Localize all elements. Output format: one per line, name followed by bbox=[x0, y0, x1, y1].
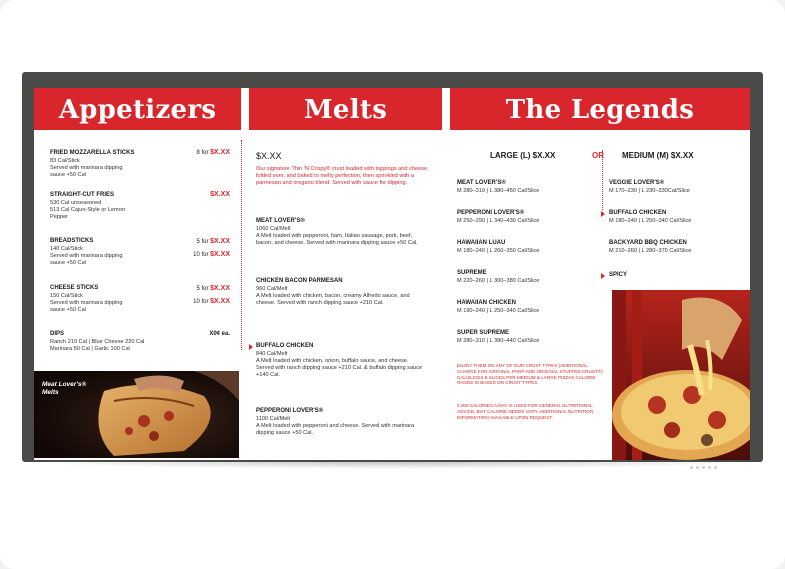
legend-pizza-name: SUPER SUPREME bbox=[457, 330, 510, 336]
meat-lovers-melt-photo bbox=[34, 371, 239, 458]
legends-medium-price: MEDIUM (M) $X.XX bbox=[622, 151, 694, 160]
legend-pizza-name: MEAT LOVER'S® bbox=[457, 180, 506, 186]
melts-title: Melts bbox=[303, 95, 388, 125]
appetizer-cal: 140 Cal/Stick bbox=[50, 246, 83, 252]
legend-pizza-cal: M 170–230 | L 230–330Cal/Slice bbox=[609, 188, 690, 194]
legend-pizza-name: VEGGIE LOVER'S® bbox=[609, 180, 665, 186]
appetizers-title: Appetizers bbox=[58, 95, 217, 125]
melt-name: PEPPERONI LOVER'S® bbox=[256, 408, 324, 414]
appetizer-desc: Ranch 210 Cal | Blue Cheese 220 Cal bbox=[50, 339, 145, 345]
carousel-dot bbox=[690, 466, 693, 469]
melt-desc: A Melt loaded with pepperoni, ham, Italian sausage, pork, beef, bacon, and cheese. Served with marinara dipping sauce +50 Cal. bbox=[256, 233, 418, 246]
appetizer-name: STRAIGHT-CUT FRIES bbox=[50, 192, 114, 198]
legend-pizza-name: BUFFALO CHICKEN bbox=[609, 210, 667, 216]
legend-pizza-name: PEPPERONI LOVER'S® bbox=[457, 210, 525, 216]
legend-pizza-name: SUPREME bbox=[457, 270, 487, 276]
appetizer-desc: 513 Cal Cajun-Style or Lemon Pepper bbox=[50, 207, 125, 220]
appetizer-price: X0¢ ea. bbox=[209, 331, 230, 337]
appetizer-name: BREADSTICKS bbox=[50, 238, 94, 244]
appetizer-price: $X.XX bbox=[210, 191, 230, 198]
pizza-photo bbox=[612, 290, 750, 460]
legends-or-label: OR bbox=[592, 151, 604, 160]
melt-name: CHICKEN BACON PARMESAN bbox=[256, 278, 343, 284]
appetizer-cal: 150 Cal/Stick bbox=[50, 293, 83, 299]
carousel-dots bbox=[690, 456, 720, 474]
spicy-marker-icon bbox=[601, 273, 605, 279]
legend-pizza-name: HAWAIIAN LUAU bbox=[457, 240, 506, 246]
melt-cal: 1060 Cal/Melt bbox=[256, 226, 291, 232]
appetizer-price: 10 for $X.XX bbox=[193, 298, 230, 305]
legend-pizza-cal: M 250–290 | L 340–430 Cal/Slice bbox=[457, 218, 540, 224]
legend-pizza-cal: M 280–310 | L 380–450 Cal/Slice bbox=[457, 188, 540, 194]
appetizer-cal: 83 Cal/Stick bbox=[50, 158, 80, 164]
spicy-legend-label: SPICY bbox=[609, 272, 628, 278]
melt-cal: 960 Cal/Melt bbox=[256, 286, 288, 292]
appetizer-price: 10 for $X.XX bbox=[193, 251, 230, 258]
legend-pizza-name: HAWAIIAN CHICKEN bbox=[457, 300, 517, 306]
appetizer-price: 5 for $X.XX bbox=[196, 285, 230, 292]
legend-pizza-cal: M 280–310 | L 380–440 Cal/Slice bbox=[457, 338, 540, 344]
legend-pizza-name: BACKYARD BBQ CHICKEN bbox=[609, 240, 687, 246]
melt-cal: 840 Cal/Melt bbox=[256, 351, 288, 357]
melt-desc: A Melt loaded with pepperoni and cheese. Served with marinara dipping sauce +50 Cal. bbox=[256, 423, 415, 436]
appetizer-name: DIPS bbox=[50, 331, 65, 337]
appetizer-desc: Marinara 50 Cal | Garlic 100 Cal bbox=[50, 346, 130, 352]
appetizer-price: 8 for $X.XX bbox=[196, 149, 230, 156]
carousel-dot bbox=[702, 466, 705, 469]
column-divider-2 bbox=[442, 88, 450, 460]
legend-pizza-cal: M 190–240 | L 250–340 Cal/Slice bbox=[457, 308, 540, 314]
legend-pizza-cal: M 180–240 | L 250–340 Cal/Slice bbox=[609, 218, 692, 224]
melt-name: MEAT LOVER'S® bbox=[256, 218, 305, 224]
appetizer-name: CHEESE STICKS bbox=[50, 285, 99, 291]
carousel-dot bbox=[714, 466, 717, 469]
spicy-marker-icon bbox=[249, 344, 253, 350]
legends-large-price: LARGE (L) $X.XX bbox=[490, 151, 556, 160]
spicy-marker-icon bbox=[601, 211, 605, 217]
melt-cal: 1100 Cal/Melt bbox=[256, 416, 291, 422]
appetizer-name: FRIED MOZZARELLA STICKS bbox=[50, 150, 135, 156]
appetizer-desc: Served with marinara dipping sauce +50 Cal bbox=[50, 300, 123, 313]
melt-desc: A Melt loaded with chicken, onion, buffalo sauce, and cheese. Served with ranch dipping sauce +210 Cal. & buffalo dipping sauce +140 Cal. bbox=[256, 358, 423, 378]
calorie-advice-note: 2,000 CALORIES A DAY IS USED FOR GENERAL NUTRITIONAL ADVICE, BUT CALORIE NEEDS VARY. ADDITIONAL NUTRITION INFORMATION AVAILABLE UPON REQUEST. bbox=[457, 403, 594, 420]
legends-dotted-guide bbox=[602, 150, 604, 210]
appetizer-price: 5 for $X.XX bbox=[196, 238, 230, 245]
appetizer-desc: Served with marinara dipping sauce +50 Cal bbox=[50, 253, 123, 266]
photo-caption: Meat Lover's® Melts bbox=[42, 381, 87, 396]
melt-name: BUFFALO CHICKEN bbox=[256, 343, 314, 349]
melts-dotted-guide bbox=[241, 140, 243, 350]
appetizer-cal: 530 Cal unseasoned bbox=[50, 200, 102, 206]
melt-desc: A Melt loaded with chicken, bacon, creamy Alfredo sauce, and cheese. Served with ranch dipping sauce +210 Cal. bbox=[256, 293, 410, 306]
melts-intro: Our signature Thin 'N Crispy® crust loaded with toppings and cheese, folded over, and baked to melty perfection, then sprinkled with a parmesan and oregano blend. Served with sauce for dipping. bbox=[256, 166, 429, 186]
melts-price: $X.XX bbox=[256, 151, 282, 161]
appetizer-desc: Served with marinara dipping sauce +50 Cal bbox=[50, 165, 123, 178]
legend-pizza-cal: M 180–240 | L 260–350 Cal/Slice bbox=[457, 248, 540, 254]
legends-title: The Legends bbox=[505, 95, 695, 125]
legend-pizza-cal: M 220–260 | L 300–380 Cal/Slice bbox=[457, 278, 540, 284]
carousel-dot bbox=[708, 466, 711, 469]
carousel-dot bbox=[696, 466, 699, 469]
crust-types-note: ENJOY THEM ON ANY OF OUR CRUST TYPES (ADDITIONAL CHARGE FOR ORIGINAL PAN® AND ORIGINAL STUFFED CRUST®) CAL/SLICES 8 SLICES PER MEDIUM & LARGE PIZZAS CALORIE RANGE IS BASED ON CRUST TYPES. bbox=[457, 363, 603, 386]
legend-pizza-cal: M 210–260 | L 280–370 Cal/Slice bbox=[609, 248, 692, 254]
